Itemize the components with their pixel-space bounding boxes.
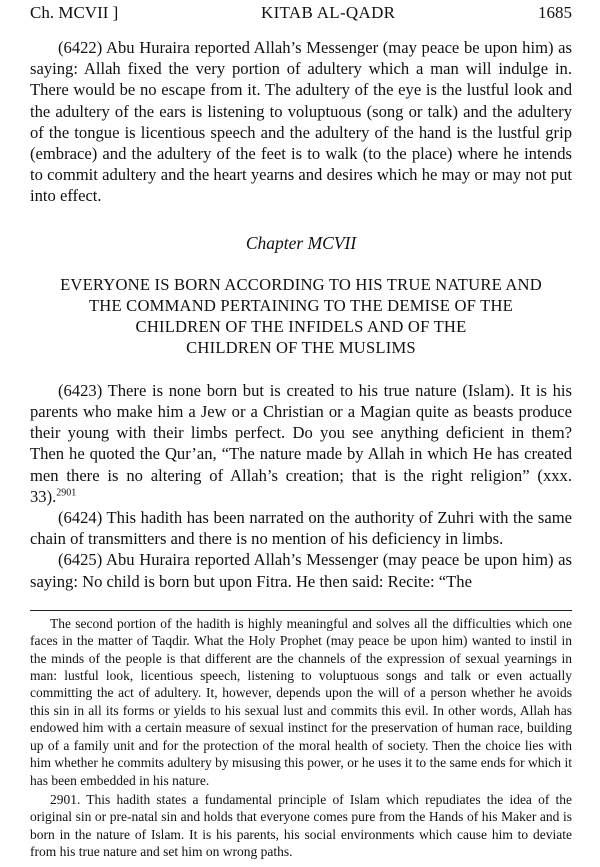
section-title-line: EVERYONE IS BORN ACCORDING TO HIS TRUE NATURE AND (60, 274, 542, 294)
hadith-6423-text: (6423) There is none born but is created to his true nature (Islam). It is his parents who make him a Jew or a Christian or a Magian quite as beasts produce their young with their limbs perfect. Do you see anything deficient in them? Then he quoted the Qur’an, “The nature made by Allah in which He has created men there is no altering of Allah’s creation; that is the right religion” (xxx. 33). (30, 380, 572, 506)
hadith-6422: (6422) Abu Huraira reported Allah’s Messenger (may peace be upon him) as saying: Allah fixed the very portion of adultery which a man will indulge in. There would be no escape from it. The adultery of the eye is the lustful look and the adultery of the ears is listening to voluptuous (song or talk) and the adultery of the tongue is licentious speech and the adultery of the hand is the lustful grip (embrace) and the adultery of the feet is to walk (to the place) where he intends to commit adultery and the heart yearns and desires which he may or may not put into effect. (30, 38, 572, 206)
header-page-number: 1685 (538, 3, 572, 22)
header-chapter-ref: Ch. MCVII ] (30, 3, 119, 22)
hadith-6423 (30, 380, 572, 507)
section-title-line: CHILDREN OF THE MUSLIMS (186, 337, 416, 357)
footnote-divider (30, 610, 572, 611)
footnote-ref-2901[interactable]: 2901 (56, 487, 77, 499)
main-text (30, 37, 572, 592)
footnote-general: The second portion of the hadith is highly meaningful and solves all the difficulties which one faces in the matter of Taqdir. What the Holy Prophet (may peace be upon him) wanted to instil in the minds of the people is that different are the channels of the expression of sexual yearnings in man: lustful look, licentious speech, listening to voluptuous songs and talk or even actually committing the act of adultery. It, however, depends upon the will of a person whether he avoids this sin in all its forms or yields to his sexual lust and commits this evil. In other words, Allah has endowed him with a certain measure of sexual instinct for the preservation of human race, building up of a family unit and for the protection of the moral health of society. Then the choice lies with him whether he commits adultery by misusing this power, or he uses it to the same ends for which it has been embedded in his nature. (30, 615, 572, 788)
section-title-line: CHILDREN OF THE INFIDELS AND OF THE (135, 316, 467, 336)
header-book-title: KITAB AL-QADR (261, 3, 396, 22)
running-header (30, 0, 572, 23)
hadith-6424: (6424) This hadith has been narrated on the authority of Zuhri with the same chain of transmitters and there is no mention of his deficiency in limbs. (30, 508, 572, 549)
footnotes (30, 615, 572, 861)
hadith-6425: (6425) Abu Huraira reported Allah’s Messenger (may peace be upon him) as saying: No child is born but upon Fitra. He then said: Recite: “The (30, 550, 572, 591)
section-title (30, 274, 572, 358)
chapter-heading: Chapter MCVII (245, 232, 357, 253)
footnote-2901: 2901. This hadith states a fundamental principle of Islam which repudiates the idea of the original sin or pre-natal sin and holds that everyone comes pure from the Hands of his Maker and is born in the nature of Islam. It is his parents, his social environments which cause him to deviate from his true nature and set him on wrong paths. (30, 791, 572, 860)
section-title-line: THE COMMAND PERTAINING TO THE DEMISE OF THE (88, 295, 514, 315)
